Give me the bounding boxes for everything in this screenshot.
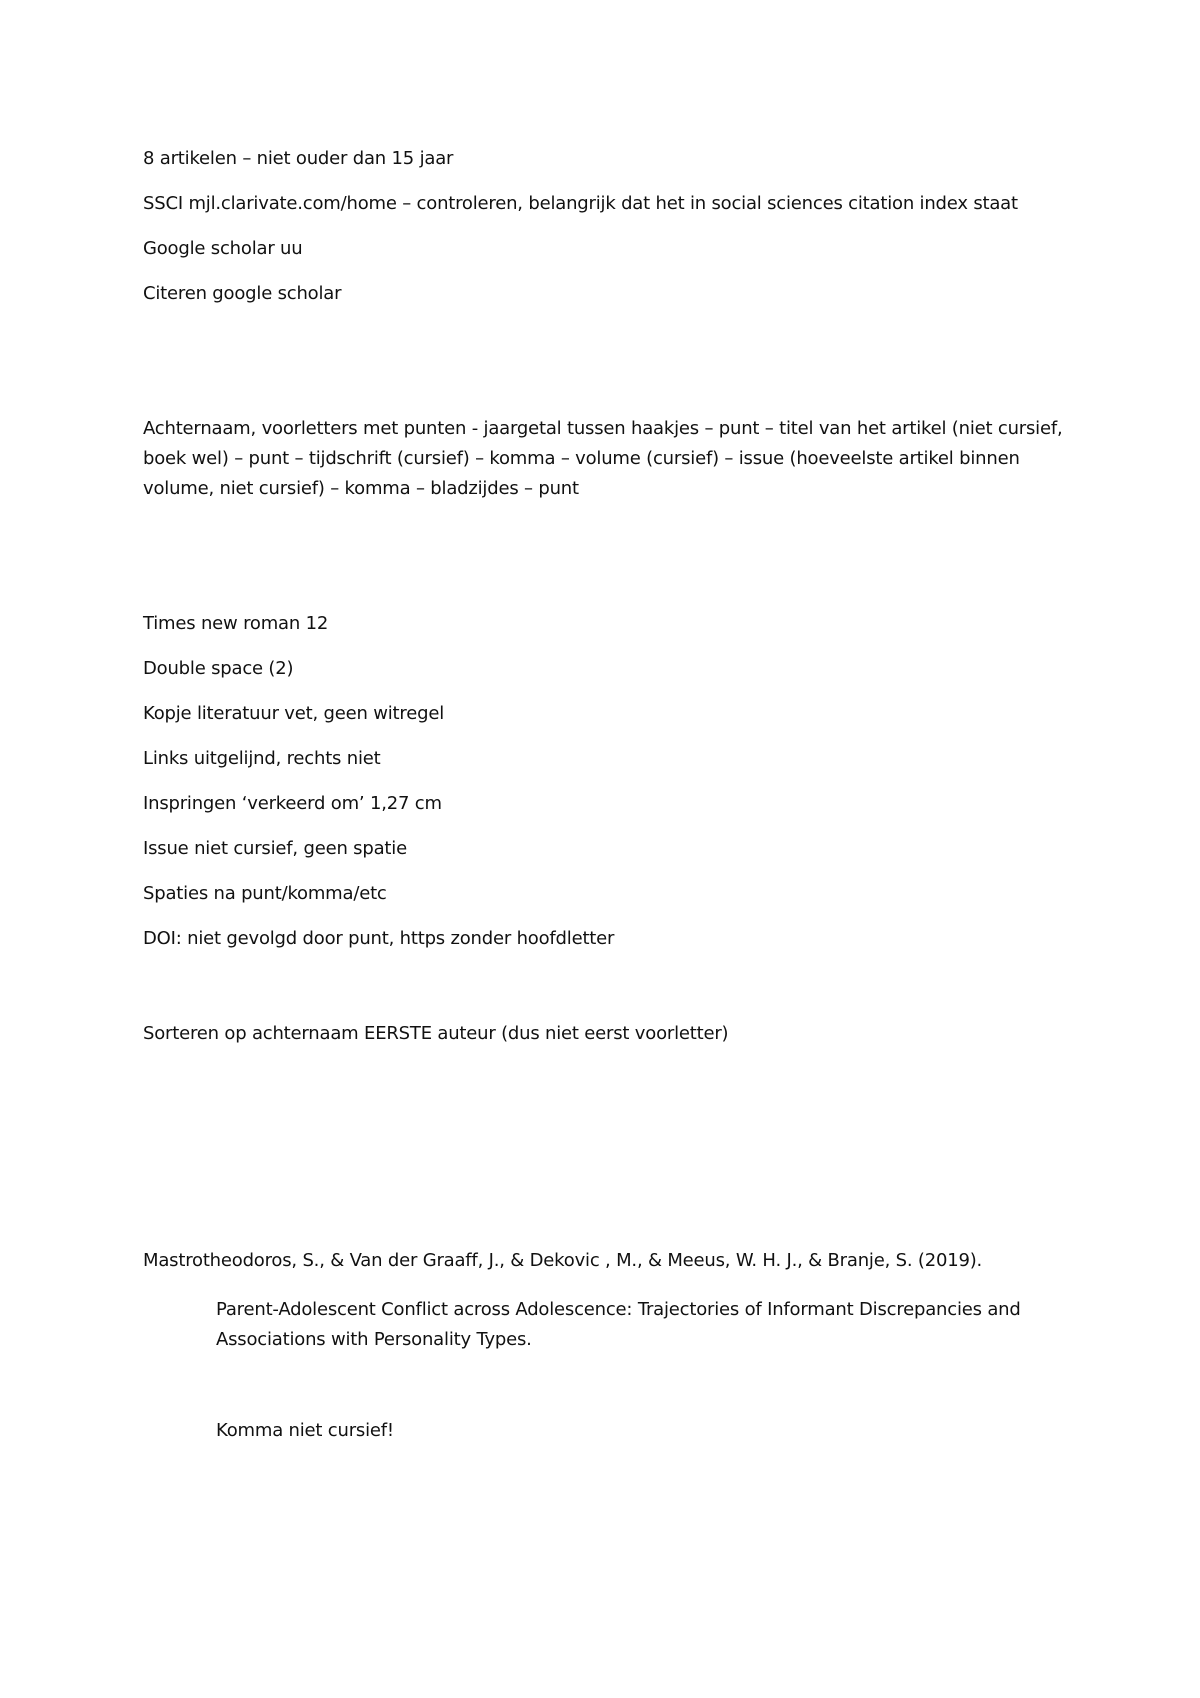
rule-alignment: Links uitgelijnd, rechts niet: [143, 748, 381, 769]
intro-line-ssci: SSCI mjl.clarivate.com/home – controleren, belangrijk dat het in social sciences citation index staat: [143, 193, 1018, 214]
remark-comma: Komma niet cursief!: [216, 1420, 394, 1441]
rule-indent: Inspringen ‘verkeerd om’ 1,27 cm: [143, 793, 442, 814]
intro-line-articles: 8 artikelen – niet ouder dan 15 jaar: [143, 148, 454, 169]
sorting-rule: Sorteren op achternaam EERSTE auteur (dus niet eerst voorletter): [143, 1023, 729, 1044]
rule-spaces: Spaties na punt/komma/etc: [143, 883, 387, 904]
rule-issue: Issue niet cursief, geen spatie: [143, 838, 407, 859]
citation-format-paragraph: Achternaam, voorletters met punten - jaargetal tussen haakjes – punt – titel van het artikel (niet cursief, boek wel) – punt – tijdschrift (cursief) – komma – volume (cursief) – issue (hoeveelste artikel binnen volume, niet cursief) – komma – bladzijdes – punt: [143, 418, 1063, 499]
example-reference-title: Parent-Adolescent Conflict across Adolescence: Trajectories of Informant Discrepancies and Associations with Personality Types.: [216, 1299, 1021, 1350]
rule-font: Times new roman 12: [143, 613, 329, 634]
rule-doi: DOI: niet gevolgd door punt, https zonder hoofdletter: [143, 928, 615, 949]
intro-line-cite: Citeren google scholar: [143, 283, 342, 304]
example-reference-authors: Mastrotheodoros, S., & Van der Graaff, J., & Dekovic , M., & Meeus, W. H. J., & Branje, S. (2019).: [143, 1250, 983, 1271]
intro-line-google-scholar: Google scholar uu: [143, 238, 303, 259]
rule-spacing: Double space (2): [143, 658, 294, 679]
rule-heading: Kopje literatuur vet, geen witregel: [143, 703, 444, 724]
